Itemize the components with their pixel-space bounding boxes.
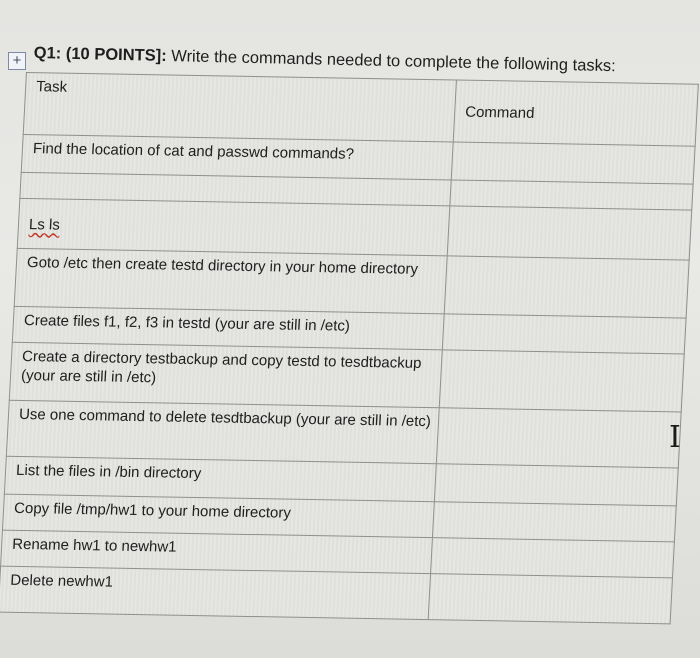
command-cell[interactable] <box>431 538 675 578</box>
task-cell[interactable]: Create files f1, f2, f3 in testd (your are still in /etc) <box>12 306 444 349</box>
question-text: Write the commands needed to complete the following tasks: <box>166 47 616 76</box>
command-cell[interactable] <box>447 206 692 260</box>
task-cell[interactable]: Find the location of cat and passwd commands? <box>21 134 453 179</box>
command-cell[interactable] <box>439 350 684 412</box>
task-cell[interactable]: Goto /etc then create testd directory in your home directory <box>14 248 447 313</box>
header-task: Task <box>23 73 456 142</box>
task-cell[interactable]: Copy file /tmp/hw1 to your home directory <box>2 494 434 537</box>
command-cell[interactable] <box>432 502 676 542</box>
header-command: Command <box>453 80 698 146</box>
command-cell[interactable] <box>436 408 681 468</box>
task-text: Ls ls <box>28 216 61 234</box>
task-cell[interactable]: Create a directory testbackup and copy testd to tesdtbackup (your are still in /etc) <box>9 342 442 407</box>
question-heading <box>34 44 674 78</box>
task-table <box>0 72 699 624</box>
task-cell[interactable]: Rename hw1 to newhw1 <box>1 530 433 573</box>
command-cell[interactable] <box>434 464 678 506</box>
table-header-row <box>23 73 698 147</box>
table-move-handle-icon[interactable]: + <box>8 52 26 70</box>
command-cell[interactable] <box>451 142 695 184</box>
task-cell[interactable] <box>17 198 450 255</box>
command-cell[interactable] <box>444 256 689 318</box>
command-cell[interactable] <box>428 574 672 624</box>
command-cell[interactable] <box>442 314 686 354</box>
text-cursor-icon: I <box>669 420 681 455</box>
task-cell[interactable]: Use one command to delete tesdtbackup (your are still in /etc) <box>6 400 439 463</box>
task-table-wrapper <box>0 72 700 623</box>
question-label: Q1: (10 POINTS]: <box>33 44 167 66</box>
task-cell[interactable]: List the files in /bin directory <box>4 456 436 501</box>
task-cell[interactable]: Delete newhw1 <box>0 566 431 619</box>
